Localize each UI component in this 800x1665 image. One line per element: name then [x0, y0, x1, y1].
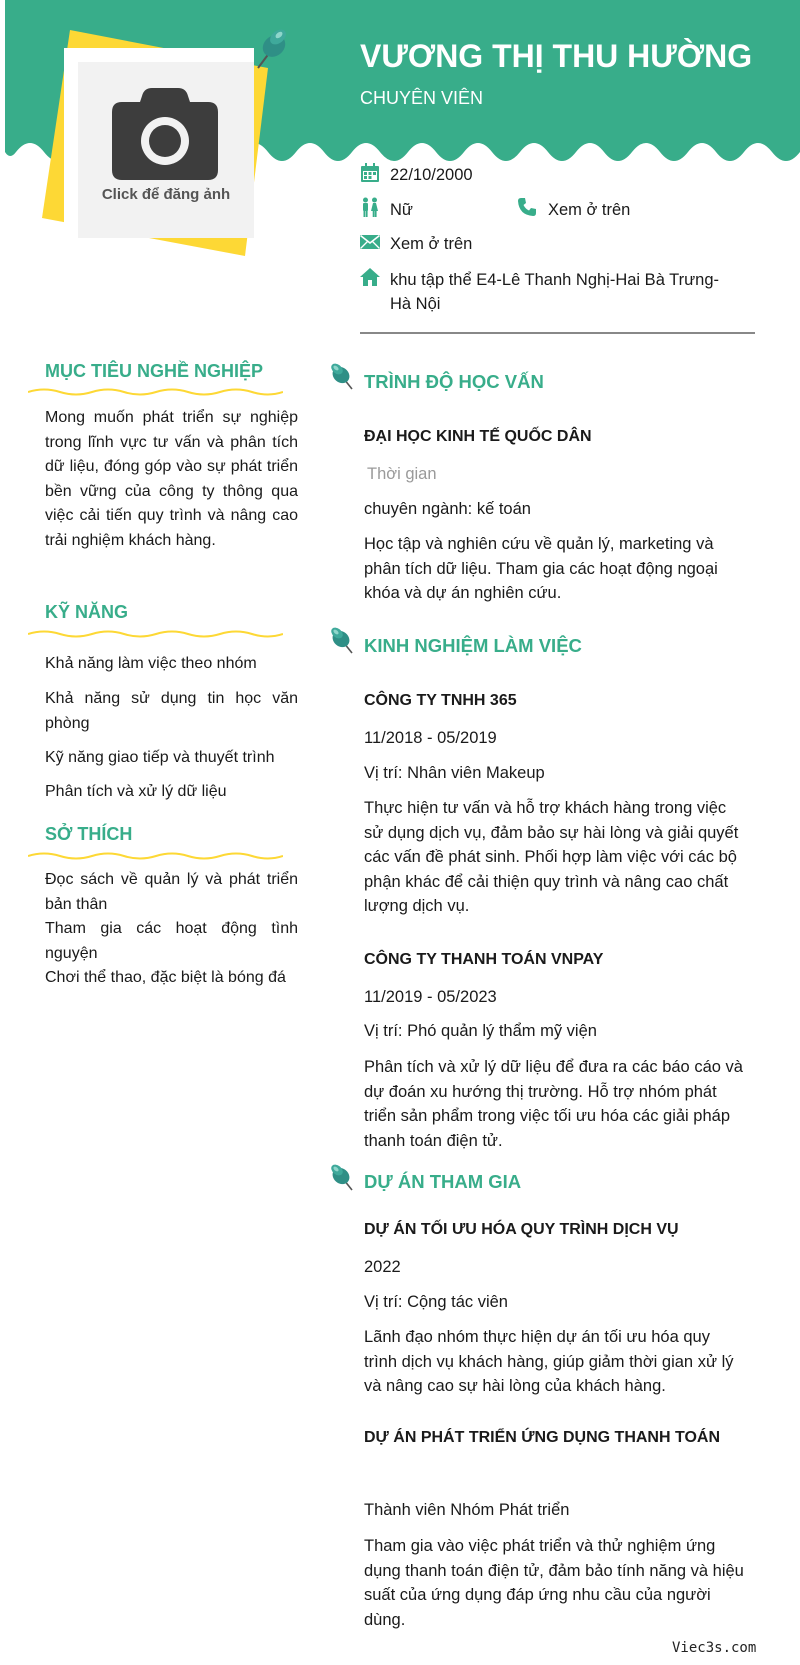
- wave-divider: [28, 628, 283, 640]
- project-role: Vị trí: Cộng tác viên: [364, 1293, 508, 1311]
- skill-item: Khả năng làm việc theo nhóm: [45, 655, 257, 672]
- job-period: 11/2019 - 05/2023: [364, 988, 497, 1006]
- school-name: ĐẠI HỌC KINH TẾ QUỐC DÂN: [364, 428, 592, 445]
- company-name: CÔNG TY THANH TOÁN VNPAY: [364, 951, 604, 968]
- gender-value: Nữ: [390, 201, 413, 219]
- hobby-item: Tham gia các hoạt động tình nguyện: [45, 920, 298, 962]
- job-period: 11/2018 - 05/2019: [364, 729, 497, 747]
- project-description: Tham gia vào việc phát triển và thử nghiệm ứng dụng thanh toán điện tử, đảm bảo tính năng và hiệu suất của ứng dụng đáp ứng nhu cầu của người dùng.: [364, 1537, 744, 1629]
- education-description: Học tập và nghiên cứu về quản lý, marketing và phân tích dữ liệu. Tham gia các hoạt động ngoại khóa và dự án nghiên cứu.: [364, 535, 718, 602]
- person-title: CHUYÊN VIÊN: [360, 88, 484, 108]
- project-role: Thành viên Nhóm Phát triển: [364, 1501, 570, 1519]
- email-icon: [360, 232, 380, 252]
- education-heading: TRÌNH ĐỘ HỌC VẤN: [364, 371, 544, 392]
- hobbies-heading: SỞ THÍCH: [45, 824, 133, 844]
- contact-divider: [360, 332, 755, 334]
- pushpin-icon: [330, 362, 358, 392]
- watermark: Viec3s.com: [672, 1640, 757, 1656]
- project-name: DỰ ÁN PHÁT TRIỂN ỨNG DỤNG THANH TOÁN: [364, 1429, 721, 1446]
- person-name: VƯƠNG THỊ THU HƯỜNG: [360, 38, 753, 74]
- skills-heading: KỸ NĂNG: [45, 602, 129, 622]
- hobby-item: Đọc sách về quản lý và phát triển bản thân: [45, 871, 298, 913]
- project-description: Lãnh đạo nhóm thực hiện dự án tối ưu hóa quy trình dịch vụ khách hàng, giúp giảm thời gian xử lý và nâng cao sự hài lòng của khách hàng.: [364, 1328, 734, 1395]
- objective-text: Mong muốn phát triển sự nghiệp trong lĩnh vực tư vấn và phân tích dữ liệu, đóng góp vào sự phát triển bền vững của công ty thông qua việc cải tiến quy trình và nâng cao trải nghiệm khách hàng.: [45, 409, 298, 549]
- home-icon: [360, 267, 380, 287]
- pushpin-icon: [250, 24, 290, 74]
- gender-icon: [360, 197, 380, 217]
- hobby-item: Chơi thể thao, đặc biệt là bóng đá: [45, 969, 286, 986]
- calendar-icon: [360, 163, 380, 183]
- wave-divider: [28, 850, 283, 862]
- photo-placeholder[interactable]: [0, 0, 300, 280]
- camera-icon: [112, 88, 218, 180]
- skill-item: Khả năng sử dụng tin học văn phòng: [45, 690, 298, 732]
- photo-caption: Click để đăng ảnh: [101, 186, 231, 203]
- projects-heading: DỰ ÁN THAM GIA: [364, 1171, 522, 1192]
- address-value: khu tập thể E4-Lê Thanh Nghị-Hai Bà Trưng-Hà Nội: [390, 271, 720, 313]
- experience-heading: KINH NGHIỆM LÀM VIỆC: [364, 635, 582, 656]
- major-text: chuyên ngành: kế toán: [364, 500, 531, 518]
- project-name: DỰ ÁN TỐI ƯU HÓA QUY TRÌNH DỊCH VỤ: [364, 1221, 679, 1238]
- phone-icon: [517, 197, 537, 217]
- wave-divider: [28, 386, 283, 398]
- time-placeholder[interactable]: Thời gian: [367, 465, 437, 483]
- skill-item: Phân tích và xử lý dữ liệu: [45, 783, 227, 800]
- objective-heading: MỤC TIÊU NGHỀ NGHIỆP: [45, 361, 264, 381]
- job-position: Vị trí: Nhân viên Makeup: [364, 764, 545, 782]
- phone-value: Xem ở trên: [548, 201, 631, 219]
- job-description: Phân tích và xử lý dữ liệu để đưa ra các báo cáo và dự đoán xu hướng thị trường. Hỗ trợ nhóm phát triển sản phẩm trong việc tối ưu hóa các giải pháp thanh toán điện tử.: [364, 1058, 743, 1150]
- pushpin-icon: [330, 626, 358, 656]
- pushpin-icon: [330, 1163, 358, 1193]
- birthday-value: 22/10/2000: [390, 166, 473, 184]
- company-name: CÔNG TY TNHH 365: [364, 692, 517, 709]
- job-position: Vị trí: Phó quản lý thẩm mỹ viện: [364, 1022, 597, 1040]
- project-year: 2022: [364, 1258, 401, 1276]
- skill-item: Kỹ năng giao tiếp và thuyết trình: [45, 749, 275, 766]
- email-value: Xem ở trên: [390, 235, 473, 253]
- job-description: Thực hiện tư vấn và hỗ trợ khách hàng trong việc sử dụng dịch vụ, đảm bảo sự hài lòng và giải quyết các vấn đề phát sinh. Phối hợp làm việc với các bộ phận khác để cải thiện quy trình và nâng cao chất lượng dịch vụ.: [364, 799, 739, 915]
